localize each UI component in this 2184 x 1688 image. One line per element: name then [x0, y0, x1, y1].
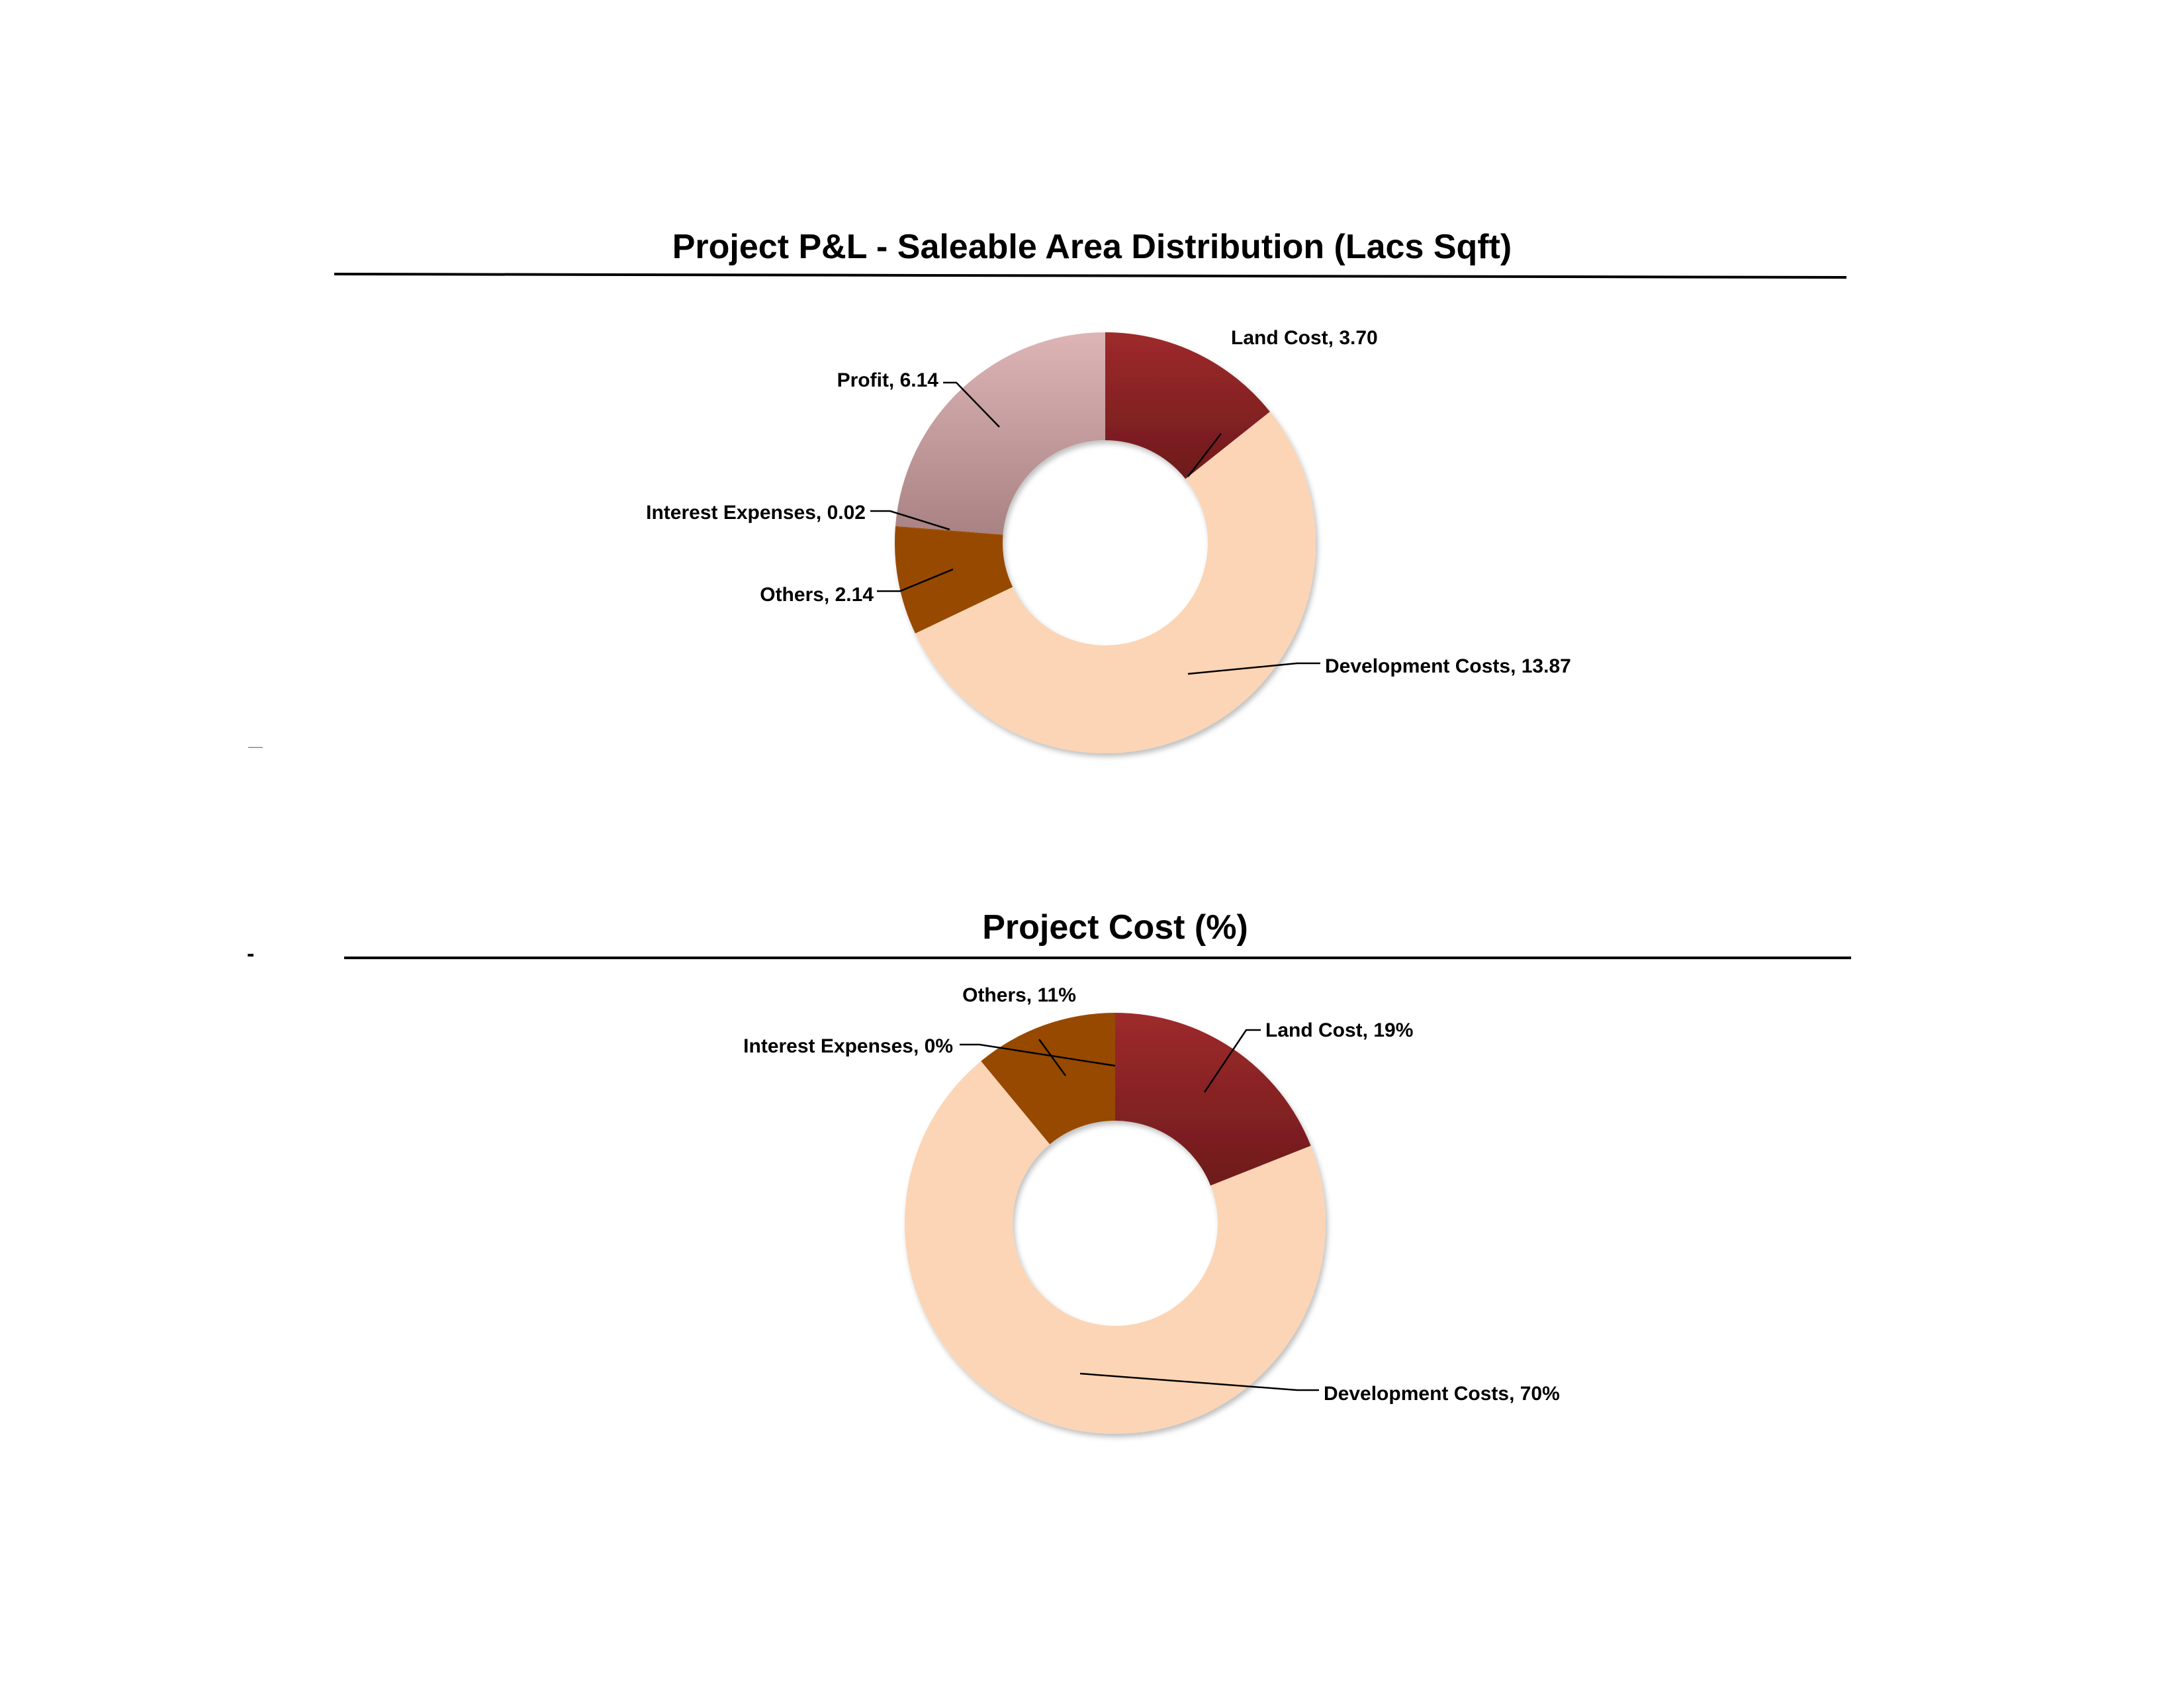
title-underline: [334, 274, 1846, 277]
data-label-interest-expenses: Interest Expenses, 0%: [743, 1035, 953, 1057]
chart-title: Project P&L - Saleable Area Distribution (Lacs Sqft): [672, 228, 1512, 266]
data-label-others: Others, 2.14: [760, 584, 874, 606]
data-label-land-cost: Land Cost, 19%: [1265, 1019, 1414, 1041]
chart-project-cost: [344, 908, 1851, 1434]
data-label-interest-expenses: Interest Expenses, 0.02: [646, 502, 866, 524]
data-label-profit: Profit, 6.14: [837, 369, 938, 391]
page-dash-mark: -: [247, 941, 255, 966]
donut-chart: [895, 332, 1316, 753]
slice-profit: [895, 332, 1105, 535]
data-label-development-costs: Development Costs, 70%: [1324, 1383, 1560, 1405]
chart-saleable-area: [334, 228, 1846, 753]
page-dash-mark: —: [248, 738, 263, 755]
chart-title: Project Cost (%): [982, 908, 1248, 947]
data-label-land-cost: Land Cost, 3.70: [1231, 327, 1378, 349]
data-label-others: Others, 11%: [962, 984, 1076, 1006]
data-label-development-costs: Development Costs, 13.87: [1325, 655, 1571, 677]
donut-chart: [905, 1013, 1326, 1434]
